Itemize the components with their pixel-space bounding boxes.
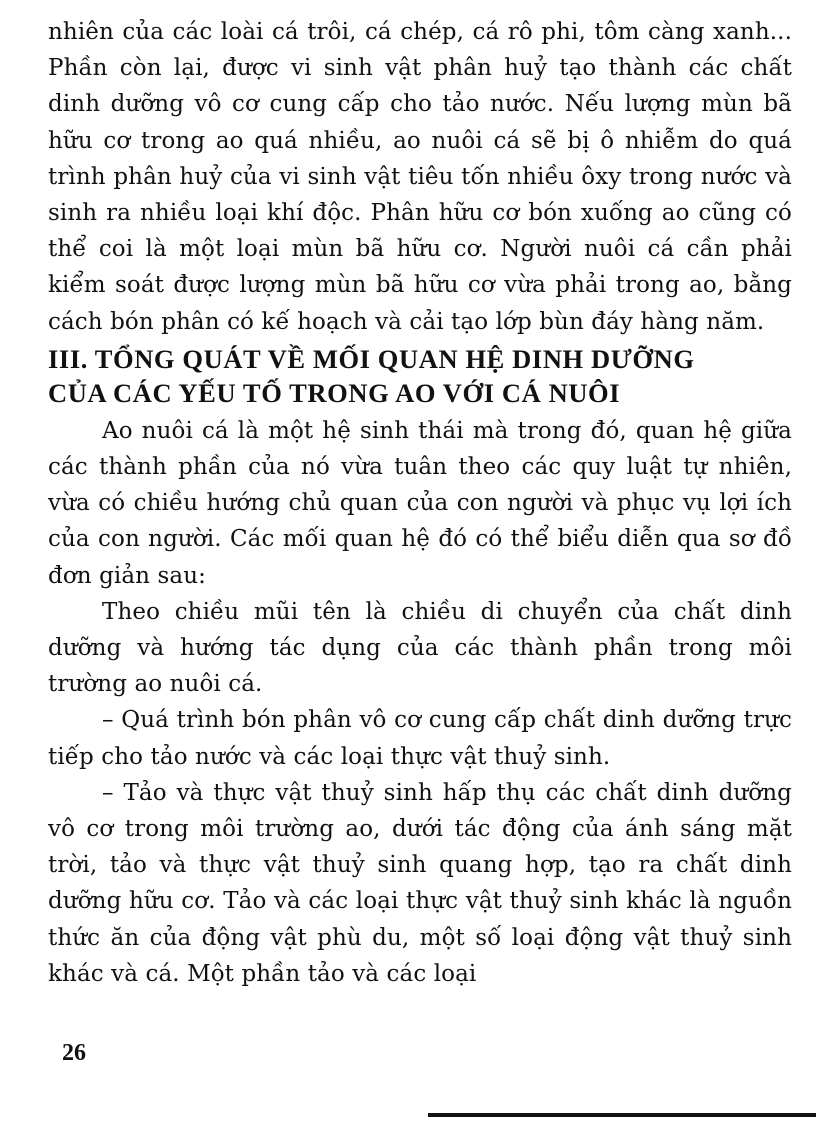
section-heading xyxy=(48,342,792,410)
section-heading-line-1: III. TỔNG QUÁT VỀ MỐI QUAN HỆ DINH DƯỠNG xyxy=(48,343,695,374)
paragraph-ecosystem: Ao nuôi cá là một hệ sinh thái mà trong đó, quan hệ giữa các thành phần của nó vừa tuân theo các quy luật tự nhiên, vừa có chiều hướng chủ quan của con người và phục vụ lợi ích của con người. Các mối quan hệ đó có thể biểu diễn qua sơ đồ đơn giản sau: xyxy=(48,417,792,589)
page-number: 26 xyxy=(62,1040,86,1066)
book-page xyxy=(48,14,792,992)
paragraph-fertilizer: – Quá trình bón phân vô cơ cung cấp chất dinh dưỡng trực tiếp cho tảo nước và các loại thực vật thuỷ sinh. xyxy=(48,707,792,770)
paragraph-algae: – Tảo và thực vật thuỷ sinh hấp thụ các chất dinh dưỡng vô cơ trong môi trường ao, dưới tác động của ánh sáng mặt trời, tảo và thực vật thuỷ sinh quang hợp, tạo ra chất dinh dưỡng hữu cơ. Tảo và các loại thực vật thuỷ sinh khác là nguồn thức ăn của động vật phù du, một số loại động vật thuỷ sinh khác và cá. Một phần tảo và các loại xyxy=(48,779,792,987)
paragraph-arrow-direction: Theo chiều mũi tên là chiều di chuyển của chất dinh dưỡng và hướng tác dụng của các thành phần trong môi trường ao nuôi cá. xyxy=(48,598,792,698)
section-heading-line-2: CỦA CÁC YẾU TỐ TRONG AO VỚI CÁ NUÔI xyxy=(48,377,621,408)
paragraph-continuation: nhiên của các loài cá trôi, cá chép, cá rô phi, tôm càng xanh... Phần còn lại, được vi sinh vật phân huỷ tạo thành các chất dinh dưỡng vô cơ cung cấp cho tảo nước. Nếu lượng mùn bã hữu cơ trong ao quá nhiều, ao nuôi cá sẽ bị ô nhiễm do quá trình phân huỷ của vi sinh vật tiêu tốn nhiều ôxy trong nước và sinh ra nhiều loại khí độc. Phân hữu cơ bón xuống ao cũng có thể coi là một loại mùn bã hữu cơ. Người nuôi cá cần phải kiểm soát được lượng mùn bã hữu cơ vừa phải trong ao, bằng cách bón phân có kế hoạch và cải tạo lớp bùn đáy hàng năm. xyxy=(48,19,792,335)
bottom-rule xyxy=(428,1113,816,1117)
